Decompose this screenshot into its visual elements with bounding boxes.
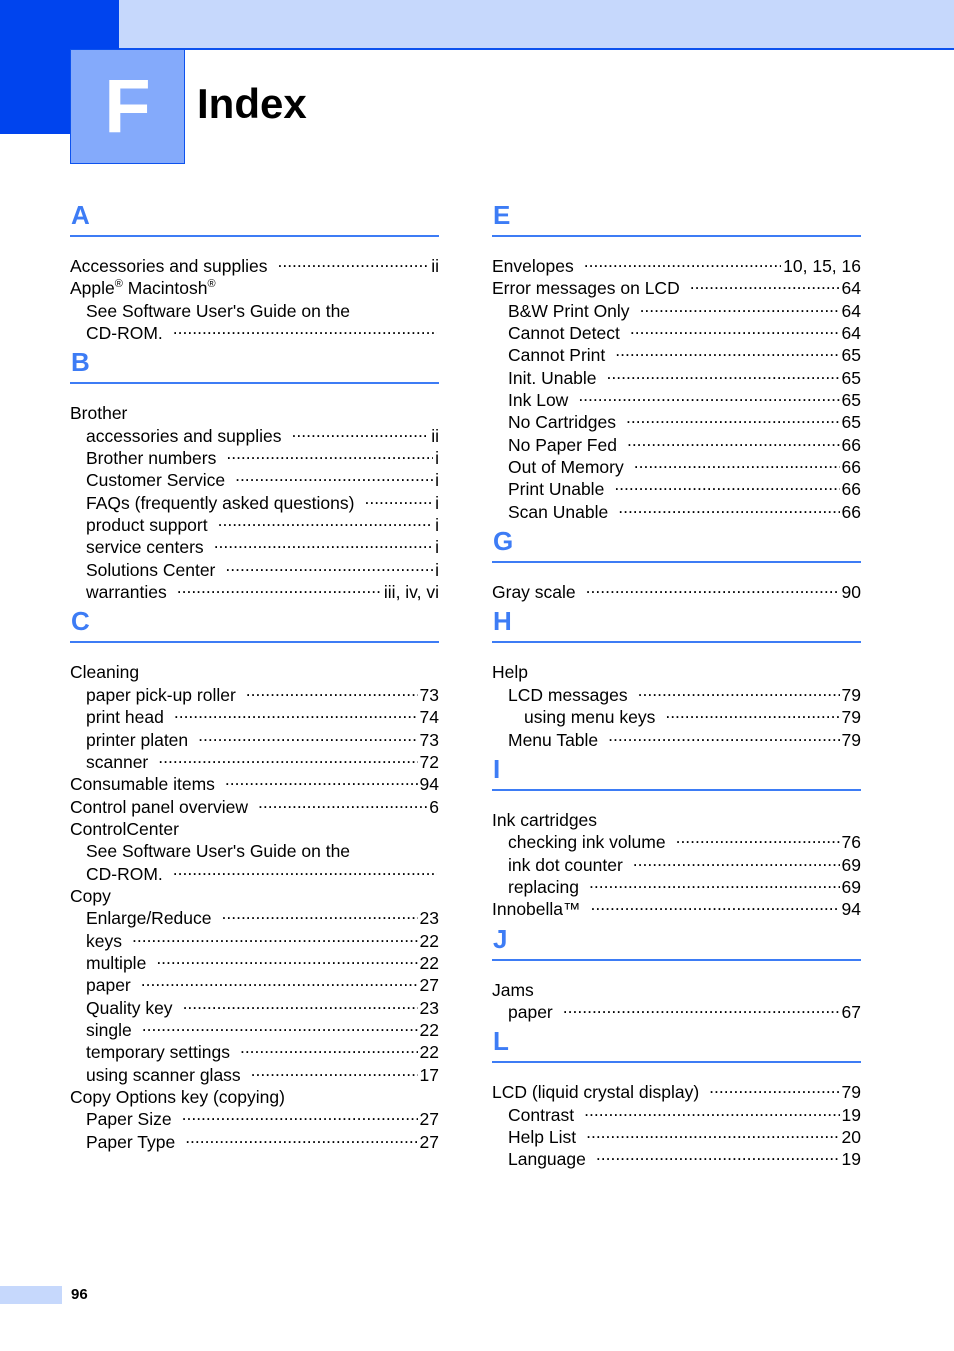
index-entry-page: 76 [841, 832, 861, 853]
dot-leader [182, 1103, 418, 1125]
dot-leader [608, 724, 839, 746]
dot-leader [690, 272, 840, 294]
dot-leader [638, 679, 840, 701]
dot-leader [614, 473, 839, 495]
index-entry-page: i [435, 559, 439, 580]
index-entry [492, 996, 861, 1022]
dot-leader [258, 791, 427, 813]
dot-leader [156, 947, 417, 969]
index-entry-page: 23 [419, 908, 439, 929]
dot-leader [586, 576, 840, 598]
index-entry [492, 974, 861, 1000]
index-entry-term: Print Unable [508, 479, 605, 500]
index-entry-term: Cleaning [70, 662, 140, 683]
index-entry-term: replacing [508, 876, 580, 897]
dot-leader [360, 295, 437, 317]
index-entry-term: B&W Print Only [508, 300, 630, 321]
index-entry-page: 66 [841, 479, 861, 500]
page-number: 96 [71, 1286, 88, 1303]
section-letter-heading: E [492, 194, 861, 237]
dot-leader [615, 339, 839, 361]
index-entry-page: i [435, 515, 439, 536]
index-entry-page: ii [431, 425, 439, 446]
dot-leader [149, 656, 437, 678]
index-entry-term: Cannot Print [508, 345, 606, 366]
index-entry-page: 19 [841, 1104, 861, 1125]
index-entry-term: Innobella™ [492, 899, 581, 920]
index-entry-term: See Software User's Guide on the [86, 300, 351, 321]
footer-bar [0, 1286, 62, 1304]
index-entry [70, 250, 439, 276]
index-entry [492, 250, 861, 276]
index-entry-page: i [435, 492, 439, 513]
dot-leader [189, 813, 437, 835]
index-entry [492, 576, 861, 603]
index-entry-page: 94 [841, 899, 861, 920]
index-entry-term: paper pick-up roller [86, 684, 236, 705]
dot-leader [277, 250, 429, 272]
dot-leader [627, 429, 840, 451]
index-entry-page: 22 [419, 1019, 439, 1040]
dot-leader [137, 397, 437, 419]
index-entry-page: 66 [841, 501, 861, 522]
dot-leader [538, 656, 859, 678]
index-entry-page: 94 [419, 774, 439, 795]
index-section-j [492, 918, 861, 1021]
index-entry-term: Ink Low [508, 390, 569, 411]
index-entry-term: accessories and supplies [86, 425, 282, 446]
index-entry-term: No Cartridges [508, 412, 616, 433]
index-entry-term: Paper Type [86, 1131, 176, 1152]
dot-leader [158, 746, 417, 768]
index-entry [70, 656, 439, 683]
index-entry-page: 22 [419, 930, 439, 951]
dot-leader [225, 554, 433, 576]
dot-leader [173, 858, 437, 880]
chapter-letter: F [104, 63, 151, 149]
dot-leader [235, 464, 433, 486]
index-entry-page: 65 [841, 412, 861, 433]
index-entry-term: Scan Unable [508, 501, 609, 522]
index-entry-term: printer platen [86, 729, 189, 750]
index-entry-term: Contrast [508, 1104, 575, 1125]
index-entry-term: Init. Unable [508, 367, 597, 388]
index-section-g [492, 520, 861, 603]
index-entry-term: CD-ROM. [86, 323, 163, 344]
dot-leader [589, 871, 840, 893]
index-entry-term: Brother [70, 403, 128, 424]
index-entry-page: 79 [841, 707, 861, 728]
dot-leader [633, 849, 840, 871]
index-entry-page: 73 [419, 684, 439, 705]
dot-leader [240, 1036, 418, 1058]
index-entry-term: LCD messages [508, 684, 628, 705]
section-letter-heading: A [70, 194, 439, 237]
index-entry-page: 27 [419, 1131, 439, 1152]
dot-leader [634, 451, 840, 473]
dot-leader [607, 804, 859, 826]
index-entry-page: 73 [419, 729, 439, 750]
dot-leader [121, 880, 437, 902]
index-entry-term: scanner [86, 751, 149, 772]
section-letter-heading: C [70, 600, 439, 643]
index-entry [492, 804, 861, 830]
index-entry-page: 10, 15, 16 [783, 256, 861, 276]
section-letter-heading: H [492, 600, 861, 643]
index-entry-term: FAQs (frequently asked questions) [86, 492, 355, 513]
index-entry-page: 17 [419, 1064, 439, 1085]
dot-leader [709, 1076, 839, 1098]
index-entry-page: 69 [841, 854, 861, 875]
index-entry-page: 22 [419, 1042, 439, 1063]
index-entry-term: No Paper Fed [508, 434, 617, 455]
index-entry [492, 656, 861, 683]
index-entry-term: ControlCenter [70, 818, 179, 839]
dot-leader [226, 272, 437, 294]
index-column-left [70, 194, 439, 1152]
index-entry-page: 27 [419, 1109, 439, 1130]
index-entry-term: service centers [86, 537, 204, 558]
index-entry-term: Consumable items [70, 774, 215, 795]
dot-leader [665, 701, 839, 723]
index-entry-page: i [435, 537, 439, 558]
index-entry-page: 67 [841, 1001, 861, 1022]
section-letter-heading: B [70, 341, 439, 384]
dot-leader [251, 1059, 418, 1081]
dot-leader [618, 496, 839, 518]
index-entry-term: Enlarge/Reduce [86, 908, 212, 929]
dot-leader [225, 768, 418, 790]
index-entry-term: Language [508, 1149, 586, 1170]
index-entry-term: Apple® Macintosh® [70, 278, 216, 299]
index-entry-page: 90 [841, 582, 861, 603]
index-entry-term: Help [492, 662, 528, 683]
index-entry-term: Customer Service [86, 470, 226, 491]
index-entry-page: 79 [841, 1082, 861, 1103]
dot-leader [626, 406, 840, 428]
index-entry-page: 22 [419, 952, 439, 973]
index-entry-page: 23 [419, 997, 439, 1018]
dot-leader [183, 992, 418, 1014]
index-entry-term: using menu keys [524, 707, 656, 728]
index-entry [70, 902, 439, 929]
index-entry-term: Brother numbers [86, 448, 217, 469]
index-section-e [492, 194, 861, 520]
index-section-a [70, 194, 439, 344]
page-title: Index [197, 80, 307, 127]
index-entry-term: Solutions Center [86, 559, 216, 580]
dot-leader [630, 317, 840, 339]
index-column-right [492, 194, 861, 1170]
index-entry-page: 65 [841, 367, 861, 388]
index-entry-page: 69 [841, 876, 861, 897]
dot-leader [185, 1126, 417, 1148]
index-entry-term: Ink cartridges [492, 809, 598, 830]
index-entry-term: paper [86, 975, 131, 996]
dot-leader [586, 1121, 839, 1143]
dot-leader [607, 362, 840, 384]
index-entry-page: 64 [841, 300, 861, 321]
index-section-c [70, 600, 439, 1152]
index-entry-page: 64 [841, 323, 861, 344]
section-letter-heading: L [492, 1020, 861, 1063]
index-entry-term: print head [86, 707, 164, 728]
dot-leader [174, 701, 418, 723]
index-entry [492, 1076, 861, 1103]
dot-leader [563, 996, 840, 1018]
dot-leader [584, 250, 781, 272]
dot-leader [584, 1099, 839, 1121]
dot-leader [640, 295, 840, 317]
index-entry-term: using scanner glass [86, 1064, 241, 1085]
section-letter-heading: I [492, 748, 861, 791]
header-band [119, 0, 954, 50]
index-entry-term: Jams [492, 979, 534, 1000]
index-entry-page: 19 [841, 1149, 861, 1170]
index-entry-page: 27 [419, 975, 439, 996]
dot-leader [246, 679, 418, 701]
section-letter-heading: J [492, 918, 861, 961]
index-entry-term: Help List [508, 1126, 577, 1147]
index-entry-term: Copy Options key (copying) [70, 1087, 285, 1107]
index-entry-term: Paper Size [86, 1109, 172, 1130]
index-section-b [70, 341, 439, 603]
index-entry-page: 66 [841, 434, 861, 455]
dot-leader [142, 1014, 418, 1036]
index-section-i [492, 748, 861, 918]
dot-leader [222, 902, 418, 924]
index-entry-page: 74 [419, 707, 439, 728]
chapter-letter-box [70, 49, 185, 164]
index-entry-page: iii, iv, vi [383, 582, 439, 603]
index-entry-term: product support [86, 515, 208, 536]
index-entry-term: multiple [86, 952, 147, 973]
index-entry-page: 72 [419, 751, 439, 772]
index-entry-term: paper [508, 1001, 553, 1022]
index-entry-term: Envelopes [492, 256, 574, 276]
index-entry [70, 397, 439, 424]
dot-leader [132, 925, 418, 947]
index-entry-term: Accessories and supplies [70, 256, 268, 276]
dot-leader [218, 509, 434, 531]
index-entry-term: See Software User's Guide on the [86, 841, 351, 862]
dot-leader [173, 317, 437, 339]
index-entry-page: 20 [841, 1126, 861, 1147]
index-entry-term: temporary settings [86, 1042, 230, 1063]
index-entry-term: LCD (liquid crystal display) [492, 1082, 700, 1103]
dot-leader [214, 531, 433, 553]
dot-leader [141, 969, 418, 991]
index-entry-page: ii [431, 256, 439, 276]
section-letter-heading: G [492, 520, 861, 563]
dot-leader [578, 384, 839, 406]
index-entry-term: Control panel overview [70, 796, 249, 817]
index-entry-term: Quality key [86, 997, 173, 1018]
dot-leader [226, 442, 433, 464]
dot-leader [177, 576, 382, 598]
dot-leader [364, 487, 433, 509]
index-entry [492, 679, 861, 705]
index-entry-term: Copy [70, 885, 111, 906]
index-entry [70, 880, 439, 906]
index-entry-page: 65 [841, 345, 861, 366]
dot-leader [591, 893, 840, 915]
index-entry-term: checking ink volume [508, 832, 666, 853]
dot-leader [292, 420, 430, 442]
index-entry-page: 64 [841, 278, 861, 299]
index-entry-term: Out of Memory [508, 457, 624, 478]
index-entry-term: warranties [86, 582, 167, 603]
dot-leader [360, 835, 437, 857]
dot-leader [544, 974, 859, 996]
index-section-l [492, 1020, 861, 1170]
index-entry-page: 79 [841, 684, 861, 705]
index-entry-page: 66 [841, 457, 861, 478]
index-entry-term: ink dot counter [508, 854, 623, 875]
dot-leader [596, 1143, 840, 1165]
index-entry-term: Cannot Detect [508, 323, 620, 344]
index-entry-term: keys [86, 930, 122, 951]
index-entry-term: CD-ROM. [86, 863, 163, 884]
dot-leader [295, 1081, 437, 1103]
index-entry-term: single [86, 1019, 132, 1040]
index-entry-page: 65 [841, 390, 861, 411]
dot-leader [676, 826, 840, 848]
index-entry-page: 79 [841, 729, 861, 750]
index-entry-term: Menu Table [508, 729, 599, 750]
index-entry-term: Error messages on LCD [492, 278, 680, 299]
index-entry-page: i [435, 448, 439, 469]
index-entry-page: i [435, 470, 439, 491]
index-entry-term: Gray scale [492, 582, 576, 603]
dot-leader [198, 724, 417, 746]
index-section-h [492, 600, 861, 750]
index-entry-page: 6 [429, 796, 439, 817]
